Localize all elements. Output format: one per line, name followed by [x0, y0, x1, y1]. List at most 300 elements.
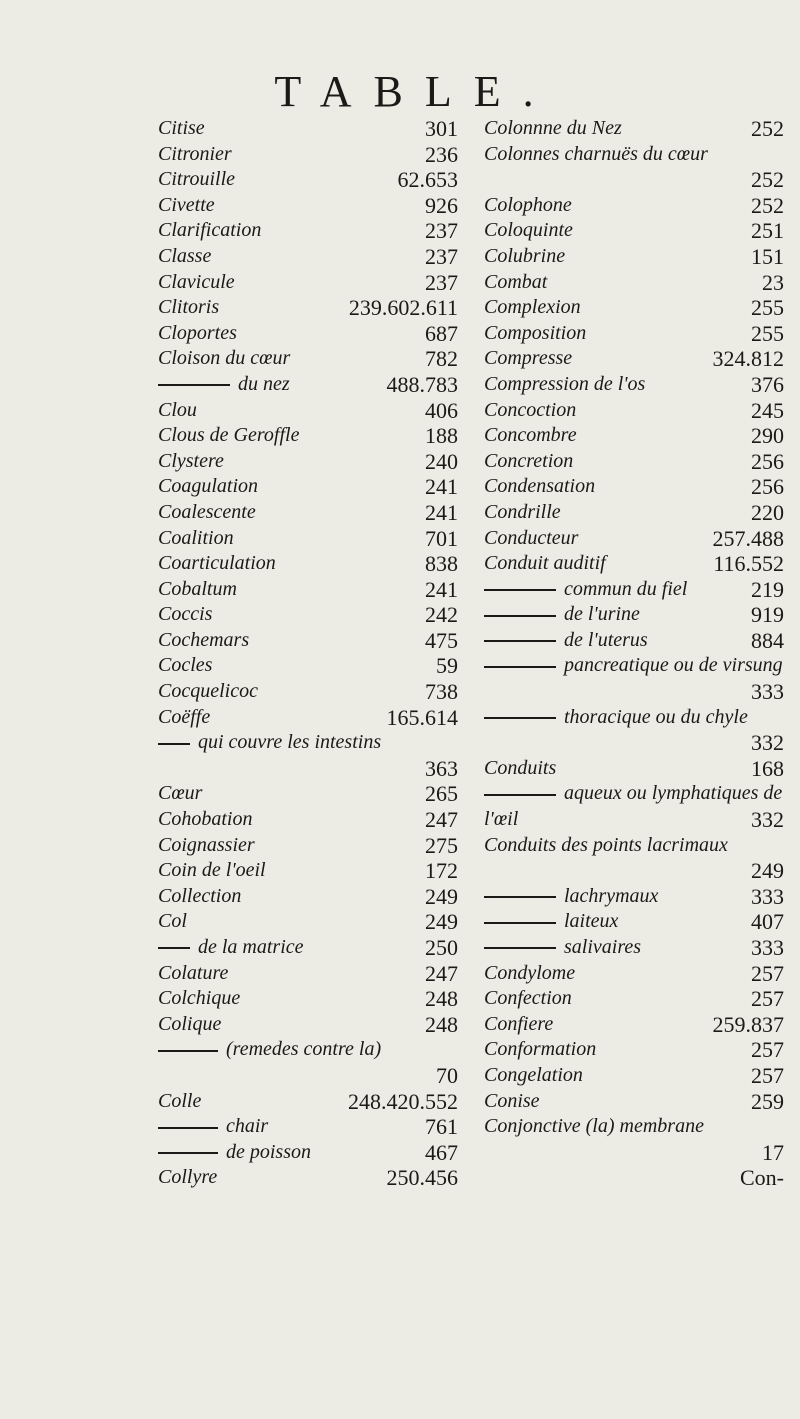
index-term-text: Complexion: [484, 296, 581, 319]
index-term: [484, 935, 641, 961]
page-numbers: 782: [425, 346, 458, 372]
index-term-text: Conduits des points lacrimaux: [484, 833, 728, 856]
index-term-text: Colle: [158, 1089, 202, 1112]
index-term: [158, 730, 458, 756]
index-term-text: Conduits: [484, 756, 557, 779]
index-term: [158, 705, 210, 731]
index-entry: [484, 781, 784, 832]
index-term-text: Colophone: [484, 193, 572, 216]
index-term: [484, 1012, 553, 1038]
index-term-text: Cloison du cœur: [158, 347, 291, 370]
index-entry: [484, 295, 784, 321]
index-term-text: Condensation: [484, 475, 596, 498]
page-numbers: 333: [751, 935, 784, 960]
index-entry: [158, 551, 458, 577]
page-numbers: 245: [751, 397, 784, 423]
index-entry: [158, 500, 458, 526]
index-term: [484, 116, 622, 142]
index-term: [484, 909, 618, 935]
index-term-text: commun du fiel: [564, 577, 688, 600]
page-numbers: 59: [436, 653, 458, 679]
index-term-text: Conducteur: [484, 526, 579, 549]
index-term: [158, 372, 290, 398]
index-term: [158, 935, 304, 961]
page-numbers: 290: [751, 423, 784, 449]
index-entry: [158, 1012, 458, 1038]
index-term-text: Conise: [484, 1089, 540, 1112]
page-numbers: 376: [751, 371, 784, 397]
index-entry: [158, 730, 458, 781]
index-term-text: aqueux ou lymphatiques de l'œil: [484, 782, 783, 831]
index-entry: [484, 398, 784, 424]
index-term: [158, 1037, 458, 1063]
index-term-text: Collection: [158, 884, 242, 907]
index-entry: [158, 116, 458, 142]
page-numbers: 241: [425, 474, 458, 500]
page-header: TABLE.: [274, 67, 556, 116]
page-numbers: 255: [751, 295, 784, 321]
index-term-text: Concombre: [484, 424, 577, 447]
index-term-text: laiteux: [564, 910, 619, 933]
page-numbers: 17: [762, 1139, 784, 1165]
index-term-text: Confiere: [484, 1012, 554, 1035]
index-term: [484, 270, 547, 296]
page-numbers: 219: [751, 576, 784, 602]
index-term-text: Conduit auditif: [484, 552, 606, 575]
index-entry: [484, 116, 784, 142]
index-term: [158, 474, 258, 500]
index-term: [158, 781, 202, 807]
page-numbers: 249: [425, 883, 458, 909]
index-entry: [158, 372, 458, 398]
index-term: [158, 244, 211, 270]
ditto-dash: [158, 743, 190, 745]
page-numbers: 23: [762, 269, 784, 295]
index-term: [484, 218, 573, 244]
index-entry: [158, 321, 458, 347]
index-term-text: Civette: [158, 193, 215, 216]
index-term-text: Clou: [158, 398, 197, 421]
page-numbers: 240: [425, 448, 458, 474]
index-term-text: de poisson: [226, 1140, 311, 1163]
index-term: [484, 628, 648, 654]
page-numbers: 257: [751, 1037, 784, 1063]
page-numbers: 250.456: [386, 1165, 458, 1191]
index-term: [158, 1140, 311, 1166]
index-entry: [158, 679, 458, 705]
index-entry: [158, 961, 458, 987]
ditto-dash: [484, 666, 556, 668]
index-term-text: Coarticulation: [158, 552, 276, 575]
index-entry: [484, 577, 784, 603]
page-numbers: 241: [425, 499, 458, 525]
index-term: [484, 1089, 540, 1115]
index-entry: [484, 321, 784, 347]
page-numbers: 467: [425, 1139, 458, 1165]
index-term: [484, 372, 645, 398]
index-term: [484, 423, 577, 449]
index-term-text: Condrille: [484, 500, 561, 523]
index-entry: [158, 653, 458, 679]
page-numbers: 249: [751, 858, 784, 884]
index-entry: [484, 909, 784, 935]
index-entry: [158, 807, 458, 833]
left-index-column: [158, 116, 458, 1191]
index-term: [484, 500, 561, 526]
index-entry: [158, 295, 458, 321]
index-term: [158, 577, 237, 603]
index-entry: [158, 474, 458, 500]
index-term: [158, 116, 205, 142]
page-numbers: 165.614: [386, 704, 458, 730]
page-numbers: 252: [751, 116, 784, 141]
index-term: [158, 398, 197, 424]
index-term-text: Collyre: [158, 1166, 218, 1189]
index-entry: [484, 270, 784, 296]
index-entry: [484, 1165, 784, 1191]
index-term-text: Cœur: [158, 782, 203, 805]
ditto-dash: [484, 896, 556, 898]
index-entry: [484, 1089, 784, 1115]
index-term: [158, 602, 212, 628]
page-numbers: 188: [425, 423, 458, 449]
index-term-text: Citise: [158, 117, 205, 139]
index-term-text: Composition: [484, 321, 587, 344]
index-term: [484, 884, 658, 910]
index-term-text: de l'uterus: [564, 628, 648, 651]
index-term: [484, 1114, 784, 1140]
index-term-text: Coloquinte: [484, 219, 573, 242]
page-numbers: 926: [425, 192, 458, 218]
index-term-text: thoracique ou du chyle: [564, 705, 748, 728]
index-term: [158, 986, 240, 1012]
index-term-text: Clarification: [158, 219, 262, 242]
index-term-text: Cloportes: [158, 321, 237, 344]
index-term-text: Clavicule: [158, 270, 235, 293]
page-numbers: 241: [425, 576, 458, 602]
index-term: [158, 346, 290, 372]
index-term: [158, 321, 237, 347]
ditto-dash: [484, 615, 556, 617]
page-numbers: 249: [425, 909, 458, 935]
index-term: [484, 551, 606, 577]
index-term: [484, 602, 640, 628]
index-entry: [484, 602, 784, 628]
index-term: [158, 1114, 268, 1140]
page-numbers: 70: [436, 1062, 458, 1088]
index-term-text: Compression de l'os: [484, 372, 646, 395]
ditto-dash: [484, 589, 556, 591]
index-term: [158, 1165, 217, 1191]
index-term: [158, 884, 241, 910]
page-numbers: 257: [751, 1062, 784, 1088]
index-term: [158, 295, 219, 321]
page-numbers: 407: [751, 909, 784, 935]
index-entry: [484, 1037, 784, 1063]
index-entry: [158, 142, 458, 168]
index-term: [484, 346, 572, 372]
ditto-dash: [158, 1152, 218, 1154]
index-entry: [484, 653, 784, 704]
index-term-text: Concoction: [484, 398, 577, 421]
index-term-text: Confection: [484, 987, 572, 1010]
index-entry: [484, 1063, 784, 1089]
index-entry: [484, 551, 784, 577]
index-term-text: Cobaltum: [158, 577, 237, 600]
index-term-text: Combat: [484, 270, 548, 293]
page-numbers: 248.420.552: [348, 1088, 458, 1114]
page-numbers: 333: [751, 883, 784, 909]
page-numbers: 257: [751, 986, 784, 1012]
index-term-text: qui couvre les intestins: [198, 731, 382, 754]
page-numbers: 251: [751, 218, 784, 244]
index-entry: [484, 884, 784, 910]
page-numbers: 248: [425, 986, 458, 1012]
index-entry: [158, 167, 458, 193]
index-term-text: de la matrice: [198, 936, 304, 958]
index-entry: [158, 1165, 458, 1191]
ditto-dash: [158, 1127, 218, 1129]
index-entry: [158, 423, 458, 449]
index-entry: [158, 1140, 458, 1166]
index-entry: [158, 218, 458, 244]
index-term: [484, 244, 565, 270]
page-numbers: 333: [751, 679, 784, 705]
page-numbers: 250: [425, 935, 458, 960]
index-entry: [158, 270, 458, 296]
index-term: [158, 653, 212, 679]
index-entry: [484, 1114, 784, 1165]
index-term: [484, 526, 578, 552]
index-entry: [484, 193, 784, 219]
index-entry: [484, 346, 784, 372]
page-numbers: 738: [425, 679, 458, 705]
index-term-text: Conformation: [484, 1038, 597, 1061]
page-numbers: 237: [425, 218, 458, 244]
page-numbers: 172: [425, 858, 458, 884]
page-numbers: 62.653: [397, 167, 458, 193]
page-numbers: 363: [425, 755, 458, 781]
index-entry: [484, 423, 784, 449]
index-term-text: du nez: [238, 372, 290, 395]
index-entry: [158, 833, 458, 859]
index-term-text: Coëffe: [158, 705, 211, 728]
page-numbers: 488.783: [386, 371, 458, 397]
index-entry: [484, 986, 784, 1012]
index-term-text: Cocquelicoc: [158, 680, 258, 703]
index-term-text: Cochemars: [158, 628, 250, 651]
index-term-text: Coalescente: [158, 500, 256, 523]
index-term-text: Colonnne du Nez: [484, 117, 622, 139]
index-term: [158, 193, 215, 219]
index-entry: [158, 346, 458, 372]
index-term: [484, 1063, 583, 1089]
index-entry: [484, 142, 784, 193]
page-numbers: 252: [751, 192, 784, 218]
index-term: [484, 1037, 596, 1063]
index-term: [158, 449, 224, 475]
index-term-text: Conjonctive (la) membrane: [484, 1115, 704, 1138]
index-term: [158, 423, 299, 449]
page-numbers: 475: [425, 627, 458, 653]
index-term-text: Coagulation: [158, 475, 259, 498]
index-term: [158, 807, 252, 833]
page-numbers: 256: [751, 448, 784, 474]
index-term-text: Colature: [158, 961, 229, 984]
index-term: [158, 858, 266, 884]
page-numbers: 332: [751, 730, 784, 756]
index-entry: [158, 602, 458, 628]
index-term-text: Compresse: [484, 347, 573, 370]
page-numbers: 256: [751, 474, 784, 500]
index-term: [158, 500, 256, 526]
index-term-text: Classe: [158, 244, 212, 267]
index-entry: [158, 1089, 458, 1115]
index-term-text: Clystere: [158, 449, 224, 472]
index-term: [484, 577, 687, 603]
index-term: [158, 909, 187, 935]
page-numbers: 406: [425, 397, 458, 423]
index-entry: [484, 500, 784, 526]
index-term-text: Col: [158, 910, 187, 933]
index-entry: [484, 218, 784, 244]
index-term-text: Cocles: [158, 654, 213, 677]
index-entry: [484, 1012, 784, 1038]
page-numbers: 247: [425, 807, 458, 833]
index-term: [484, 142, 784, 168]
index-term: [158, 142, 232, 168]
index-term: [484, 961, 575, 987]
index-term-text: Coalition: [158, 526, 234, 549]
right-index-column: [484, 116, 784, 1191]
index-term: [158, 628, 249, 654]
index-entry: [484, 935, 784, 961]
index-entry: [484, 449, 784, 475]
index-term-text: Citrouille: [158, 168, 236, 191]
index-term-text: salivaires: [564, 936, 642, 958]
index-term: [484, 653, 784, 679]
index-entry: [484, 628, 784, 654]
index-entry: [158, 193, 458, 219]
index-term: [484, 193, 572, 219]
index-term-text: Colonnes charnuës du cœur: [484, 142, 708, 165]
index-entry: [158, 526, 458, 552]
index-term: [158, 679, 258, 705]
index-entry: [484, 526, 784, 552]
page-numbers: 168: [751, 755, 784, 781]
index-entry: [484, 244, 784, 270]
index-term: [484, 986, 572, 1012]
page-numbers: 252: [751, 167, 784, 193]
page-numbers: 220: [751, 499, 784, 525]
page-numbers: 332: [751, 807, 784, 833]
index-term: [158, 1089, 201, 1115]
index-term-text: Colubrine: [484, 244, 566, 267]
index-entry: [484, 756, 784, 782]
page-numbers: 242: [425, 602, 458, 628]
page-numbers: 761: [425, 1114, 458, 1140]
page-numbers: 701: [425, 525, 458, 551]
index-entry: [158, 1114, 458, 1140]
index-term-text: Clous de Geroffle: [158, 424, 300, 447]
index-entry: [158, 398, 458, 424]
ditto-dash: [158, 1050, 218, 1052]
index-entry: [158, 1037, 458, 1088]
page-numbers: 151: [751, 243, 784, 269]
index-entry: [158, 781, 458, 807]
index-term: [158, 526, 234, 552]
index-term: [158, 1012, 221, 1038]
page-numbers: 248: [425, 1011, 458, 1037]
index-term: [484, 756, 556, 782]
index-entry: [158, 884, 458, 910]
page-numbers: 116.552: [713, 551, 784, 577]
index-term-text: Clitoris: [158, 296, 220, 319]
index-entry: [158, 244, 458, 270]
index-entry: [158, 628, 458, 654]
index-entry: [158, 935, 458, 961]
index-term-text: Colchique: [158, 987, 241, 1010]
index-term-text: Citronier: [158, 142, 232, 165]
ditto-dash: [484, 794, 556, 796]
index-term: [484, 781, 784, 832]
index-term: [158, 961, 228, 987]
index-term: [158, 218, 261, 244]
index-entry: [158, 705, 458, 731]
index-term: [158, 167, 235, 193]
page-numbers: 265: [425, 781, 458, 807]
index-term: [484, 474, 595, 500]
page-numbers: 236: [425, 141, 458, 167]
page-numbers: 247: [425, 960, 458, 986]
page-numbers: 324.812: [712, 346, 784, 372]
index-term: [484, 295, 581, 321]
index-entry: [158, 986, 458, 1012]
index-entry: [484, 372, 784, 398]
index-entry: [484, 474, 784, 500]
page-numbers: 275: [425, 832, 458, 858]
page-numbers: 687: [425, 320, 458, 346]
page-numbers: 237: [425, 243, 458, 269]
page-numbers: 255: [751, 320, 784, 346]
page-numbers: Con-: [740, 1165, 784, 1191]
index-entry: [158, 577, 458, 603]
index-term-text: Cohobation: [158, 808, 253, 831]
index-term: [158, 551, 276, 577]
index-entry: [484, 833, 784, 884]
index-entry: [484, 705, 784, 756]
index-term-text: lachrymaux: [564, 884, 659, 907]
index-term-text: pancreatique ou de virsung: [564, 654, 783, 677]
index-term-text: de l'urine: [564, 603, 640, 626]
ditto-dash: [484, 922, 556, 924]
index-term-text: Concretion: [484, 449, 574, 472]
index-term: [158, 270, 235, 296]
page-numbers: 239.602.611: [348, 295, 458, 321]
ditto-dash: [484, 640, 556, 642]
ditto-dash: [484, 717, 556, 719]
page-numbers: 259: [751, 1088, 784, 1114]
page-numbers: 884: [751, 627, 784, 653]
index-term-text: Coignassier: [158, 833, 255, 856]
ditto-dash: [484, 947, 556, 949]
ditto-dash: [158, 947, 190, 949]
index-term: [484, 398, 576, 424]
index-term-text: Coin de l'oeil: [158, 859, 266, 882]
page-numbers: 838: [425, 551, 458, 577]
index-term: [158, 833, 255, 859]
index-term-text: (remedes contre la): [226, 1038, 382, 1061]
